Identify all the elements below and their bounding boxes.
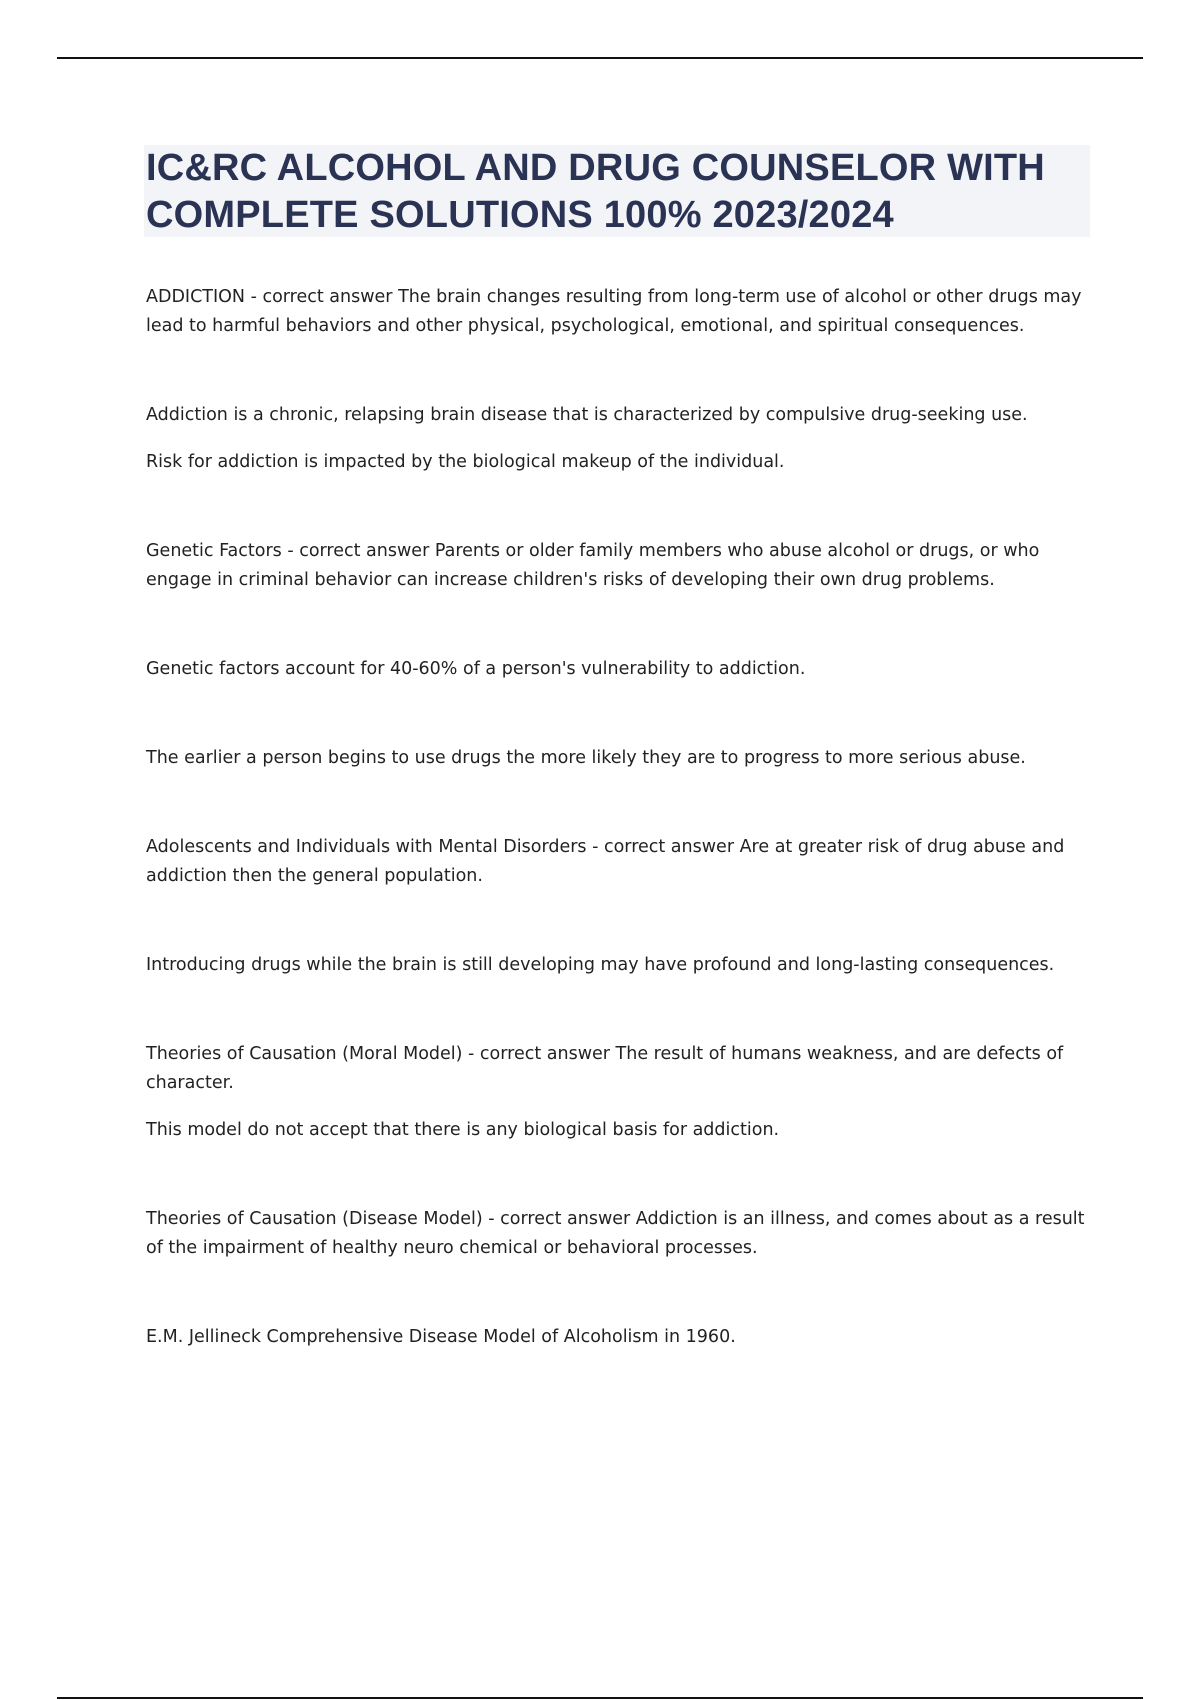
- paragraph-genetic-factors: Genetic Factors - correct answer Parents or older family members who abuse alcohol or drugs, or who engage in criminal behavior can increase children's risks of developing their own drug problems.: [146, 541, 1040, 590]
- paragraph-disease-model: Theories of Causation (Disease Model) - correct answer Addiction is an illness, and comes about as a result of the impairment of healthy neuro chemical or behavioral processes.: [146, 1209, 1085, 1258]
- document-title: IC&RC ALCOHOL AND DRUG COUNSELOR WITH COMPLETE SOLUTIONS 100% 2023/2024: [146, 147, 1045, 236]
- paragraph-addiction: ADDICTION - correct answer The brain changes resulting from long-term use of alcohol or other drugs may lead to harmful behaviors and other physical, psychological, emotional, and spiritual consequences.: [146, 287, 1082, 336]
- paragraph-jellineck: E.M. Jellineck Comprehensive Disease Model of Alcoholism in 1960.: [146, 1327, 736, 1347]
- paragraph-adolescents: Adolescents and Individuals with Mental Disorders - correct answer Are at greater risk of drug abuse and addiction then the general population.: [146, 837, 1065, 886]
- header-rule: [57, 57, 1143, 59]
- paragraph-moral-model: Theories of Causation (Moral Model) - correct answer The result of humans weakness, and are defects of character.: [146, 1044, 1064, 1093]
- paragraph-chronic-disease: Addiction is a chronic, relapsing brain disease that is characterized by compulsive drug-seeking use.: [146, 405, 1028, 425]
- document-body: [146, 283, 1096, 1352]
- paragraph-developing-brain: Introducing drugs while the brain is still developing may have profound and long-lasting consequences.: [146, 955, 1055, 975]
- paragraph-early-use: The earlier a person begins to use drugs the more likely they are to progress to more serious abuse.: [146, 748, 1026, 768]
- footer-rule: [57, 1697, 1143, 1699]
- paragraph-genetic-percent: Genetic factors account for 40-60% of a person's vulnerability to addiction.: [146, 659, 806, 679]
- paragraph-moral-model-note: This model do not accept that there is any biological basis for addiction.: [146, 1120, 780, 1140]
- paragraph-risk: Risk for addiction is impacted by the biological makeup of the individual.: [146, 452, 785, 472]
